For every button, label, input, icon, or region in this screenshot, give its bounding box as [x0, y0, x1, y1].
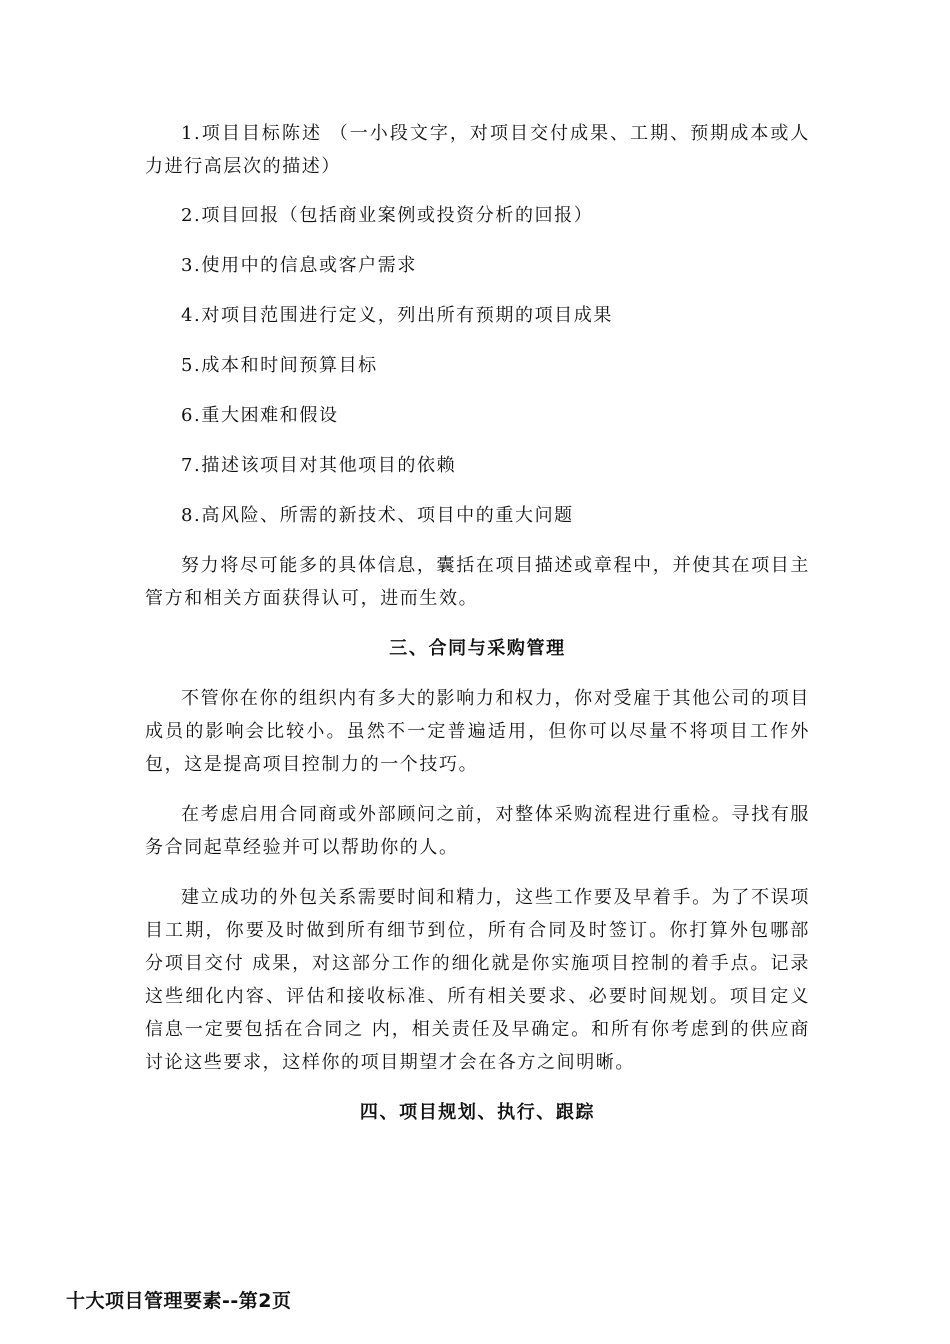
- page-footer: 十大项目管理要素--第2页: [66, 1290, 292, 1312]
- list-item: 5.成本和时间预算目标: [181, 355, 378, 376]
- body-paragraph: 不管你在你的组织内有多大的影响力和权力，你对受雇于其他公司的项目成员的影响会比较小。虽然不一定普遍适用，但你可以尽量不将项目工作外包，这是提高项目控制力的一个技巧。: [145, 688, 810, 775]
- section-heading-contracts: 三、合同与采购管理: [389, 638, 566, 659]
- summary-paragraph: 努力将尽可能多的具体信息，囊括在项目描述或章程中，并使其在项目主管方和相关方面获得认可，进而生效。: [145, 555, 810, 609]
- list-item: 8.高风险、所需的新技术、项目中的重大问题: [181, 505, 574, 526]
- list-item: 7.描述该项目对其他项目的依赖: [181, 455, 457, 476]
- list-item: 6.重大困难和假设: [181, 405, 339, 426]
- list-item: 2.项目回报（包括商业案例或投资分析的回报）: [181, 205, 594, 226]
- list-item: 4.对项目范围进行定义，列出所有预期的项目成果: [181, 305, 613, 326]
- list-item: 3.使用中的信息或客户需求: [181, 255, 417, 276]
- section-heading-planning: 四、项目规划、执行、跟踪: [359, 1102, 596, 1123]
- body-paragraph: 建立成功的外包关系需要时间和精力，这些工作要及早着手。为了不误项目工期，你要及时做到所有细节到位，所有合同及时签订。你打算外包哪部分项目交付 成果，对这部分工作的细化就是你实施项目控制的着手点。记录这些细化内容、评估和接收标准、所有相关要求、必要时间规划。项目定义信息一定要包括在合同之 内，相关责任及早确定。和所有你考虑到的供应商讨论这些要求，这样你的项目期望才会在各方之间明晰。: [145, 887, 810, 1073]
- body-paragraph: 在考虑启用合同商或外部顾问之前，对整体采购流程进行重检。寻找有服务合同起草经验并可以帮助你的人。: [145, 804, 810, 858]
- list-item: 1.项目目标陈述 （一小段文字，对项目交付成果、工期、预期成本或人力进行高层次的描述）: [145, 123, 810, 177]
- document-body: [145, 117, 810, 1146]
